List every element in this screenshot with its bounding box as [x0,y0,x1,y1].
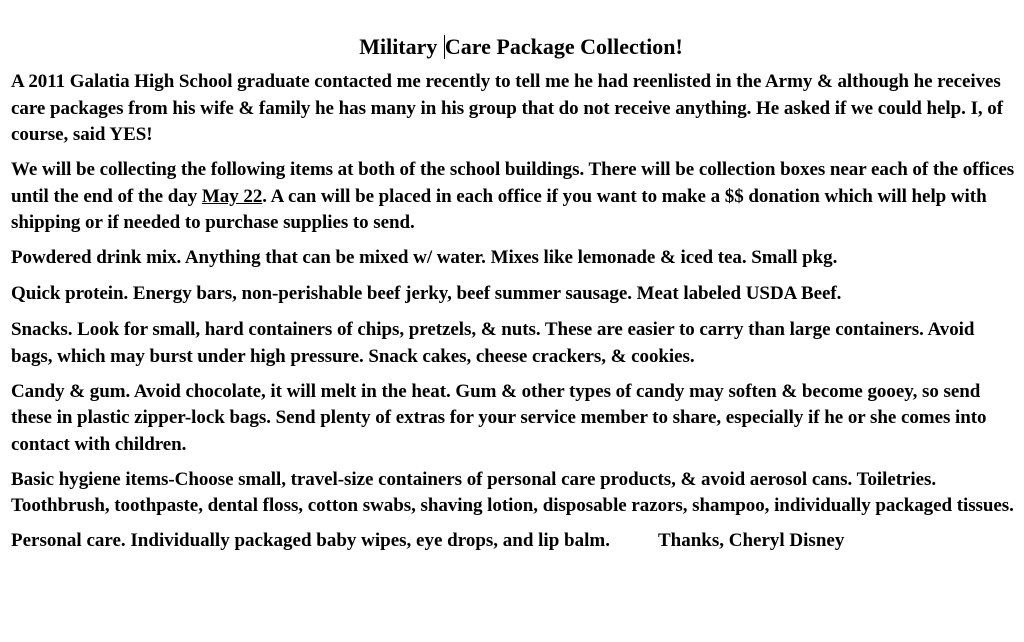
title-part-2: Care Package Collection! [444,34,683,59]
item-hygiene: Basic hygiene items-Choose small, travel-size containers of personal care products, & avoid aerosol cans. Toiletries. Toothbrush, toothpaste, dental floss, cotton swabs, shaving lotion, disposable razors, shampoo, individually packaged tissues. [11,468,1014,516]
item-quick-protein: Quick protein. Energy bars, non-perishable beef jerky, beef summer sausage. Meat labeled USDA Beef. [11,283,842,304]
item-personal-care: Personal care. Individually packaged baby wipes, eye drops, and lip balm. [11,530,610,551]
collection-text-after-date: . A can will be placed in each office if you want to make a $$ donation which will help with shipping or if needed to purchase supplies to send. [11,185,987,233]
collection-paragraph [11,157,1017,237]
signature: Thanks, Cheryl Disney [657,530,845,551]
intro-paragraph: A 2011 Galatia High School graduate contacted me recently to tell me he had reenlisted in the Army & although he receives care packages from his wife & family he has many in his group that do not receive anything. He asked if we could help. I, of course, said YES! [11,71,1004,145]
item-drink-mix: Powdered drink mix. Anything that can be mixed w/ water. Mixes like lemonade & iced tea. Small pkg. [11,247,838,268]
item-snacks: Snacks. Look for small, hard containers of chips, pretzels, & nuts. These are easier to carry than large containers. Avoid bags, which may burst under high pressure. Snack cakes, cheese crackers, & cookies. [11,319,975,367]
collection-text-before-date: We will be collecting the following items at both of the school buildings. There will be collection boxes near each of the offices until the end of the day [11,159,1015,207]
document-title [11,34,1017,60]
item-candy-gum: Candy & gum. Avoid chocolate, it will melt in the heat. Gum & other types of candy may soften & become gooey, so send these in plastic zipper-lock bags. Send plenty of extras for your service member to share, especially if he or she comes into contact with children. [11,380,987,455]
document-body [11,34,1017,555]
collection-date: May 22 [201,185,263,207]
signoff-row [11,528,1017,555]
title-part-1: Military [359,34,438,59]
